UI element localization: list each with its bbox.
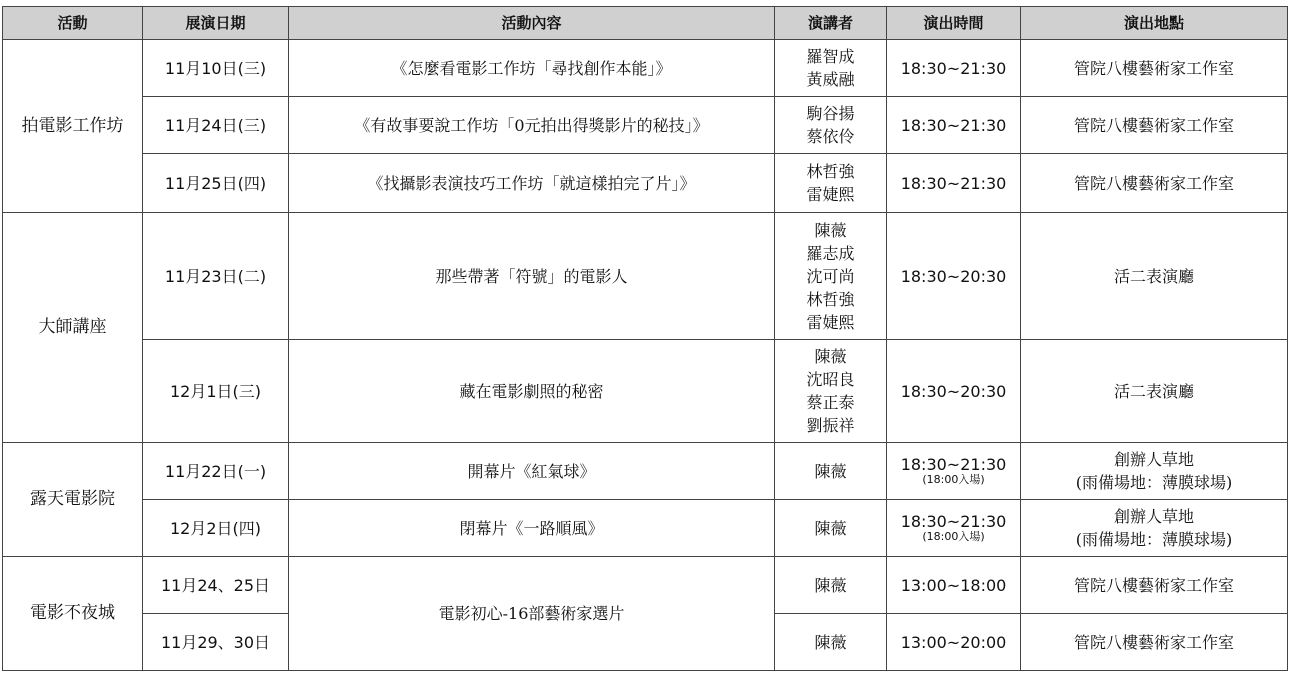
- activity-cell: 大師講座: [3, 213, 143, 443]
- speaker-cell: [775, 340, 887, 443]
- speaker-name: 羅志成: [806, 243, 855, 263]
- speaker-cell: 陳薇: [775, 614, 887, 671]
- activity-cell: 露天電影院: [3, 443, 143, 557]
- time-cell: 18:30~21:30: [887, 97, 1021, 154]
- speaker-cell: 陳薇: [775, 443, 887, 500]
- date-cell: 11月29、30日: [143, 614, 289, 671]
- speaker-name: 蔡依伶: [806, 127, 855, 146]
- header-speaker: 演講者: [775, 7, 887, 40]
- header-venue: 演出地點: [1021, 7, 1288, 40]
- table-row: [3, 97, 1288, 154]
- date-cell: 11月24日(三): [143, 97, 289, 154]
- content-cell: 《怎麼看電影工作坊「尋找創作本能」》: [289, 40, 775, 97]
- table-row: [3, 40, 1288, 97]
- activity-cell: 拍電影工作坊: [3, 40, 143, 213]
- venue-cell: 活二表演廳: [1021, 213, 1288, 340]
- date-cell: 12月2日(四): [143, 500, 289, 557]
- time-range: 18:30~21:30: [900, 455, 1007, 474]
- venue-cell: 活二表演廳: [1021, 340, 1288, 443]
- table-row: [3, 557, 1288, 614]
- speaker-name: 沈可尚: [806, 266, 855, 286]
- date-cell: 11月23日(二): [143, 213, 289, 340]
- speaker-name: 雷婕熙: [806, 312, 855, 332]
- activity-cell: 電影不夜城: [3, 557, 143, 671]
- date-cell: 11月25日(四): [143, 154, 289, 213]
- venue-cell: 管院八樓藝術家工作室: [1021, 614, 1288, 671]
- speaker-name: 劉振祥: [806, 416, 855, 435]
- venue-name: 創辦人草地: [1113, 450, 1194, 469]
- time-note: (18:00入場): [922, 530, 985, 543]
- date-cell: 11月22日(一): [143, 443, 289, 500]
- venue-backup: (雨備場地：薄膜球場): [1075, 473, 1233, 492]
- speaker-name: 雷婕熙: [806, 185, 855, 204]
- time-cell: 13:00~18:00: [887, 557, 1021, 614]
- speaker-cell: 陳薇: [775, 500, 887, 557]
- content-cell: 藏在電影劇照的秘密: [289, 340, 775, 443]
- time-cell: 18:30~21:30: [887, 40, 1021, 97]
- venue-cell: [1021, 443, 1288, 500]
- speaker-name: 羅智成: [806, 47, 855, 66]
- header-row: [3, 7, 1288, 40]
- time-cell: [887, 443, 1021, 500]
- speaker-name: 林哲強: [806, 289, 855, 309]
- time-cell: 13:00~20:00: [887, 614, 1021, 671]
- speaker-cell: [775, 154, 887, 213]
- venue-cell: 管院八樓藝術家工作室: [1021, 154, 1288, 213]
- content-cell: 電影初心-16部藝術家選片: [289, 557, 775, 671]
- content-cell: 《有故事要說工作坊「0元拍出得獎影片的秘技」》: [289, 97, 775, 154]
- speaker-cell: [775, 40, 887, 97]
- venue-name: 創辦人草地: [1113, 507, 1194, 526]
- content-cell: 那些帶著「符號」的電影人: [289, 213, 775, 340]
- speaker-cell: 陳薇: [775, 557, 887, 614]
- header-activity: 活動: [3, 7, 143, 40]
- table-row: [3, 154, 1288, 213]
- table-row: [3, 500, 1288, 557]
- header-time: 演出時間: [887, 7, 1021, 40]
- speaker-name: 蔡正泰: [806, 393, 855, 412]
- header-date: 展演日期: [143, 7, 289, 40]
- speaker-cell: [775, 213, 887, 340]
- time-cell: 18:30~21:30: [887, 154, 1021, 213]
- venue-cell: 管院八樓藝術家工作室: [1021, 557, 1288, 614]
- event-schedule-table: [2, 6, 1288, 671]
- time-cell: [887, 500, 1021, 557]
- speaker-name: 林哲強: [806, 162, 855, 181]
- speaker-cell: [775, 97, 887, 154]
- time-range: 18:30~21:30: [900, 512, 1007, 531]
- venue-backup: (雨備場地：薄膜球場): [1075, 530, 1233, 549]
- speaker-name: 沈昭良: [806, 370, 855, 389]
- speaker-name: 駒谷揚: [806, 104, 855, 123]
- table-row: [3, 443, 1288, 500]
- content-cell: 《找攝影表演技巧工作坊「就這樣拍完了片」》: [289, 154, 775, 213]
- date-cell: 11月10日(三): [143, 40, 289, 97]
- speaker-name: 陳薇: [814, 220, 847, 240]
- table-row: [3, 340, 1288, 443]
- time-cell: 18:30~20:30: [887, 340, 1021, 443]
- venue-cell: 管院八樓藝術家工作室: [1021, 40, 1288, 97]
- content-cell: 開幕片《紅氣球》: [289, 443, 775, 500]
- date-cell: 12月1日(三): [143, 340, 289, 443]
- header-content: 活動內容: [289, 7, 775, 40]
- table-row: [3, 213, 1288, 340]
- speaker-name: 黃威融: [806, 70, 855, 89]
- speaker-name: 陳薇: [814, 347, 847, 366]
- date-cell: 11月24、25日: [143, 557, 289, 614]
- venue-cell: 管院八樓藝術家工作室: [1021, 97, 1288, 154]
- time-note: (18:00入場): [922, 473, 985, 486]
- venue-cell: [1021, 500, 1288, 557]
- content-cell: 閉幕片《一路順風》: [289, 500, 775, 557]
- time-cell: 18:30~20:30: [887, 213, 1021, 340]
